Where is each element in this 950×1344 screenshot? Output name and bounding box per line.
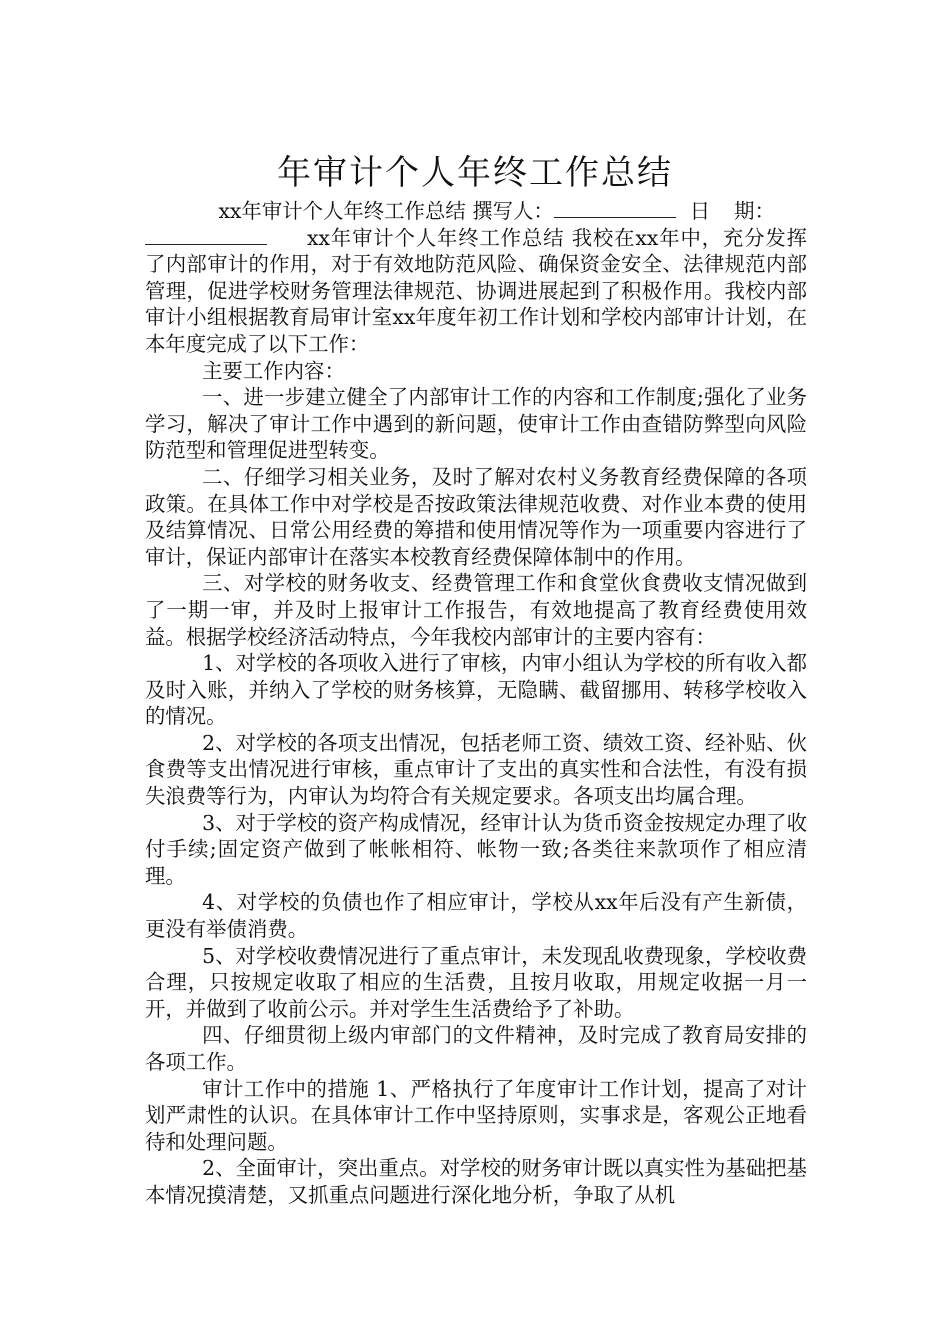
paragraph: 5、对学校收费情况进行了重点审计，未发现乱收费现象，学校收费合理，只按规定收取了相应的生活费，且按月收取，用规定收据一月一开，并做到了收前公示。并对学生生活费给予了补助。 (145, 943, 807, 1021)
author-blank (554, 199, 676, 218)
paragraph: 2、全面审计，突出重点。对学校的财务审计既以真实性为基础把基本情况摸清楚，又抓重点问题进行深化地分析，争取了从机 (145, 1156, 807, 1207)
paragraph: 2、对学校的各项支出情况，包括老师工资、绩效工资、经补贴、伙食费等支出情况进行审核，重点审计了支出的真实性和合法性，有没有损失浪费等行为，内审认为均符合有关规定要求。各项支出均属合理。 (145, 730, 807, 809)
document-title: 年审计个人年终工作总结 (277, 152, 673, 193)
document-body (145, 198, 807, 1209)
author-label: 撰写人： (472, 199, 554, 223)
paragraph: 3、对于学校的资产构成情况，经审计认为货币资金按规定办理了收付手续;固定资产做到了帐帐相符、帐物一致;各类往来款项作了相应清理。 (145, 810, 807, 888)
paragraph: 4、对学校的负债也作了相应审计，学校从xx年后没有产生新债，更没有举债消费。 (145, 890, 807, 942)
date-label-2: 期： (734, 199, 775, 223)
header-label: xx年审计个人年终工作总结 (218, 199, 466, 223)
paragraph: 二、仔细学习相关业务，及时了解对农村义务教育经费保障的各项政策。在具体工作中对学校是否按政策法律规范收费、对作业本费的使用及结算情况、日常公用经费的筹措和使用情况等作为一项重要内容进行了审计，保证内部审计在落实本校教育经费保障体制中的作用。 (145, 464, 807, 569)
document-meta-line (145, 198, 807, 225)
date-label-1: 日 (689, 199, 735, 223)
paragraph: 三、对学校的财务收支、经费管理工作和食堂伙食费收支情况做到了一期一审，并及时上报审计工作报告，有效地提高了教育经费使用效益。根据学校经济活动特点，今年我校内部审计的主要内容有： (145, 571, 807, 649)
intro-text: xx年审计个人年终工作总结 我校在xx年中，充分发挥了内部审计的作用，对于有效地防范风险、确保资金安全、法律规范内部管理，促进学校财务管理法律规范、协调进展起到了积极作用。我校内部审计小组根据教育局审计室xx年度年初工作计划和学校内部审计计划，在本年度完成了以下工作： (145, 225, 807, 356)
paragraph: 1、对学校的各项收入进行了审核，内审小组认为学校的所有收入都及时入账，并纳入了学校的财务核算，无隐瞒、截留挪用、转移学校收入的情况。 (145, 651, 807, 729)
paragraph: 主要工作内容： (202, 358, 345, 383)
intro-paragraph (145, 225, 807, 358)
paragraph: 一、进一步建立健全了内部审计工作的内容和工作制度;强化了业务学习，解决了审计工作中遇到的新问题，使审计工作由查错防弊型向风险防范型和管理促进型转变。 (145, 385, 807, 463)
paragraph: 四、仔细贯彻上级内审部门的文件精神，及时完成了教育局安排的各项工作。 (145, 1023, 807, 1074)
date-blank (145, 226, 267, 245)
paragraph: 审计工作中的措施 1、严格执行了年度审计工作计划，提高了对计划严肃性的认识。在具体审计工作中坚持原则，实事求是，客观公正地看待和处理问题。 (145, 1076, 807, 1154)
